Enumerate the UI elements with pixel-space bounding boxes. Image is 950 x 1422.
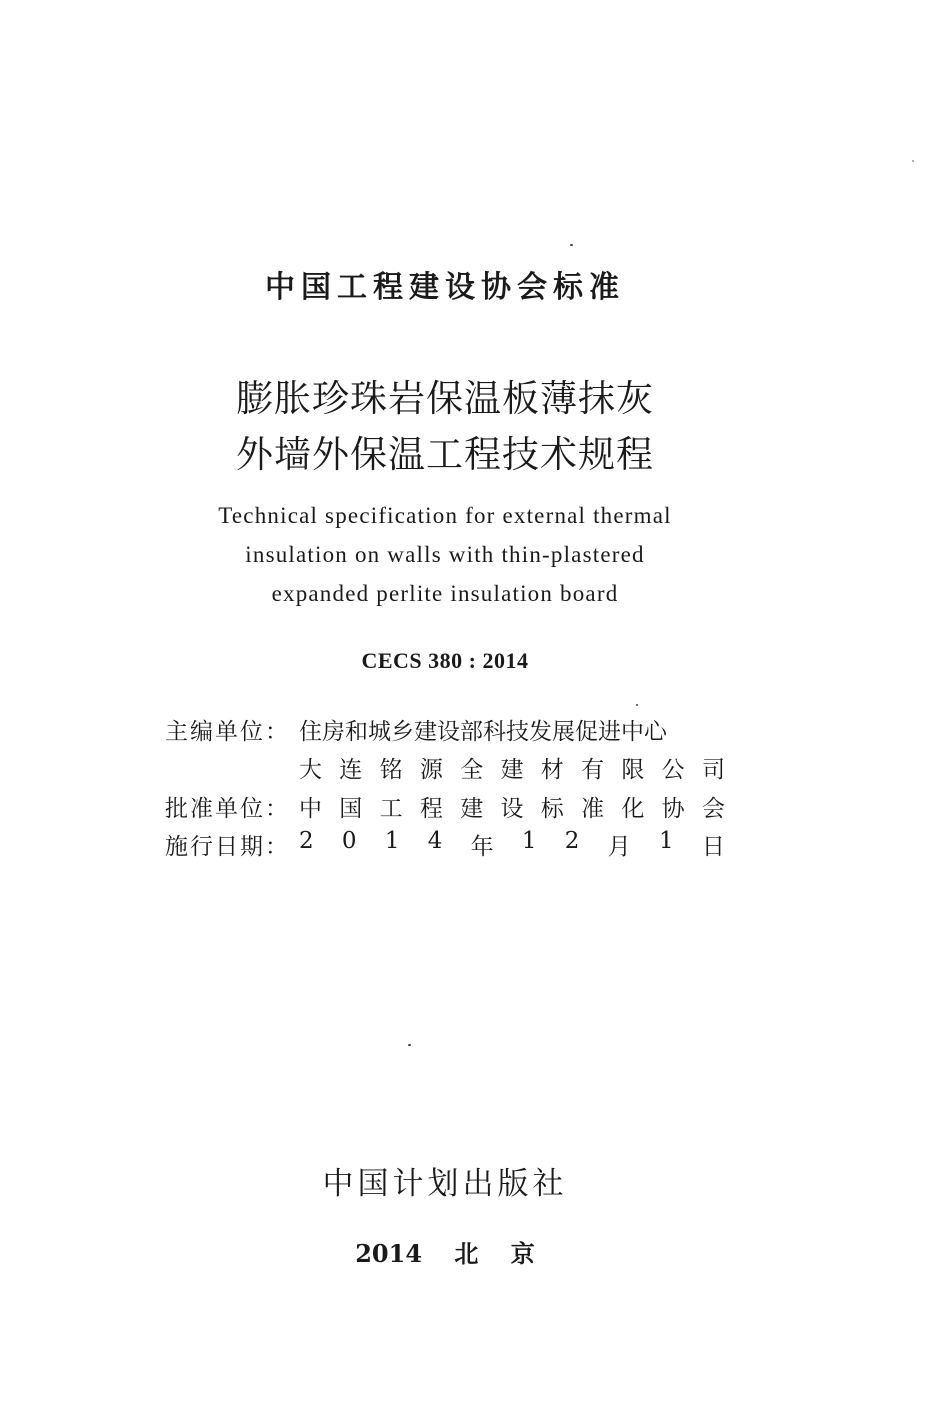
editor-unit-2-char: 建 — [500, 756, 524, 783]
title-zh-line-2: 外墙外保温工程技术规程 — [236, 433, 654, 476]
approver-char: 化 — [621, 795, 645, 822]
effective-date — [299, 828, 725, 861]
date-char: 月 — [607, 833, 631, 860]
date-char: 年 — [470, 833, 494, 860]
editor-unit-2-char: 材 — [540, 756, 564, 783]
editor-unit-2-char: 有 — [581, 756, 605, 783]
editor-unit-2-char: 司 — [701, 756, 725, 783]
editor-unit-2-char: 大 — [299, 756, 322, 783]
title-en-line-1: Technical specification for external thermal — [218, 503, 672, 528]
scan-speck — [912, 160, 914, 162]
standard-series-title: 中国工程建设协会标准 — [265, 270, 625, 305]
approver-char: 设 — [500, 795, 524, 822]
scan-speck — [636, 704, 638, 706]
editor-label: 主编单位： — [165, 718, 290, 745]
approver-char: 标 — [540, 795, 564, 822]
editor-unit-2-char: 铭 — [379, 756, 403, 783]
editor-unit-2 — [299, 751, 725, 784]
approver-char: 工 — [379, 795, 403, 822]
approver-char: 中 — [299, 795, 322, 822]
approver-row — [165, 789, 725, 823]
editor-unit-2-char: 限 — [621, 756, 645, 783]
approver-char: 国 — [339, 795, 363, 822]
effective-date-row — [165, 827, 725, 861]
date-char: 1 — [521, 827, 537, 854]
date-char: 2 — [564, 827, 580, 854]
title-zh-line-1: 膨胀珍珠岩保温板薄抹灰 — [236, 377, 654, 420]
date-char: 1 — [384, 827, 400, 854]
editor-row-2 — [165, 750, 725, 784]
title-en-line-2: insulation on walls with thin-plastered — [245, 542, 645, 567]
date-char: 4 — [427, 827, 443, 854]
approver-label: 批准单位： — [165, 795, 290, 822]
date-char: 日 — [701, 833, 725, 860]
date-char: 0 — [341, 827, 357, 854]
scan-speck — [408, 1044, 411, 1046]
scan-speck — [570, 244, 573, 246]
approver-unit — [299, 790, 725, 823]
editor-unit-2-char: 连 — [339, 756, 363, 783]
approver-char: 建 — [460, 795, 484, 822]
title-en-line-3: expanded perlite insulation board — [271, 581, 619, 606]
date-label: 施行日期： — [165, 833, 290, 860]
editor-unit-2-char: 全 — [460, 756, 484, 783]
approver-char: 准 — [581, 795, 605, 822]
approver-char: 协 — [661, 795, 685, 822]
editor-row-1 — [165, 712, 725, 746]
standard-code: CECS 380 : 2014 — [361, 648, 529, 673]
approver-char: 程 — [419, 795, 443, 822]
editor-unit-2-char: 公 — [661, 756, 685, 783]
publisher: 中国计划出版社 — [322, 1166, 568, 1202]
editor-unit-2-char: 源 — [419, 756, 443, 783]
approver-char: 会 — [701, 795, 725, 822]
date-char: 2 — [299, 827, 314, 854]
date-char: 1 — [658, 827, 674, 854]
publication-place-year: 2014 北 京 — [355, 1239, 535, 1268]
editor-unit-1: 住房和城乡建设部科技发展促进中心 — [299, 718, 667, 745]
